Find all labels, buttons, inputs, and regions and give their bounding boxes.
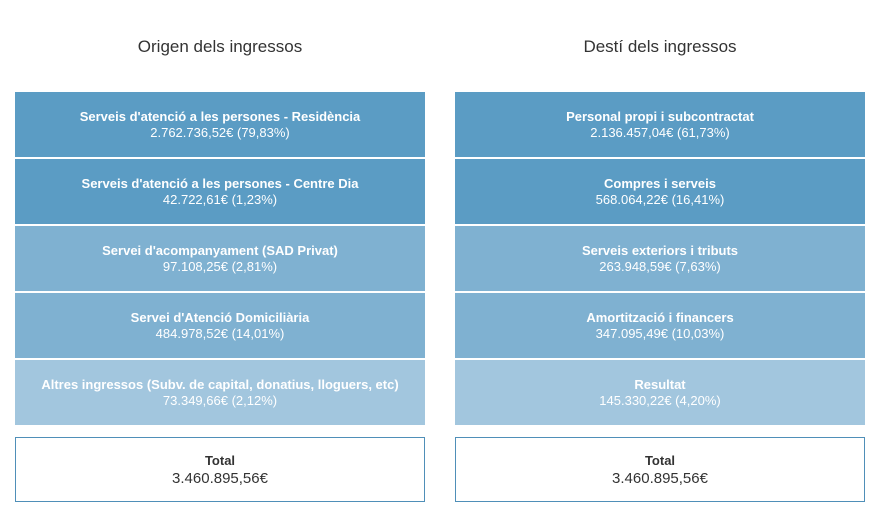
income-destination-row	[455, 92, 865, 157]
row-value: 263.948,59€ (7,63%)	[599, 259, 721, 274]
income-destination-row	[455, 159, 865, 224]
income-destination-title: Destí dels ingressos	[583, 37, 737, 56]
row-label: Amortització i financers	[586, 310, 734, 325]
income-origin-rows	[15, 92, 425, 427]
row-label: Compres i serveis	[603, 176, 716, 191]
row-value: 42.722,61€ (1,23%)	[162, 192, 278, 207]
row-value: 2.136.457,04€ (61,73%)	[590, 125, 730, 140]
row-label: Resultat	[634, 377, 686, 392]
row-label: Altres ingressos (Subv. de capital, donatius, lloguers, etc)	[41, 377, 399, 392]
total-label: Total	[204, 452, 236, 468]
row-value: 484.978,52€ (14,01%)	[155, 326, 285, 341]
row-label: Servei d'acompanyament (SAD Privat)	[102, 243, 338, 258]
income-destination-row	[455, 293, 865, 358]
income-origin-title: Origen dels ingressos	[137, 37, 303, 56]
total-value: 3.460.895,56€	[612, 469, 708, 487]
income-origin-row	[15, 360, 425, 425]
row-value: 2.762.736,52€ (79,83%)	[150, 125, 290, 140]
income-destination-total	[455, 437, 865, 502]
row-label: Serveis d'atenció a les persones - Centre Dia	[81, 176, 359, 191]
row-label: Serveis exteriors i tributs	[581, 243, 739, 258]
row-label: Personal propi i subcontractat	[566, 109, 754, 124]
row-value: 347.095,49€ (10,03%)	[595, 326, 725, 341]
row-label: Serveis d'atenció a les persones - Residència	[79, 109, 361, 124]
total-label: Total	[644, 452, 676, 468]
income-destination-row	[455, 226, 865, 291]
row-value: 145.330,22€ (4,20%)	[599, 393, 721, 408]
row-value: 97.108,25€ (2,81%)	[162, 259, 278, 274]
row-label: Servei d'Atenció Domiciliària	[130, 310, 310, 325]
income-destination-rows	[455, 92, 865, 427]
total-value: 3.460.895,56€	[172, 469, 268, 487]
income-origin-row	[15, 226, 425, 291]
income-origin-row	[15, 293, 425, 358]
income-origin-row	[15, 92, 425, 157]
income-destination-row	[455, 360, 865, 425]
income-origin-total	[15, 437, 425, 502]
income-origin-row	[15, 159, 425, 224]
row-value: 73.349,66€ (2,12%)	[162, 393, 278, 408]
row-value: 568.064,22€ (16,41%)	[595, 192, 725, 207]
